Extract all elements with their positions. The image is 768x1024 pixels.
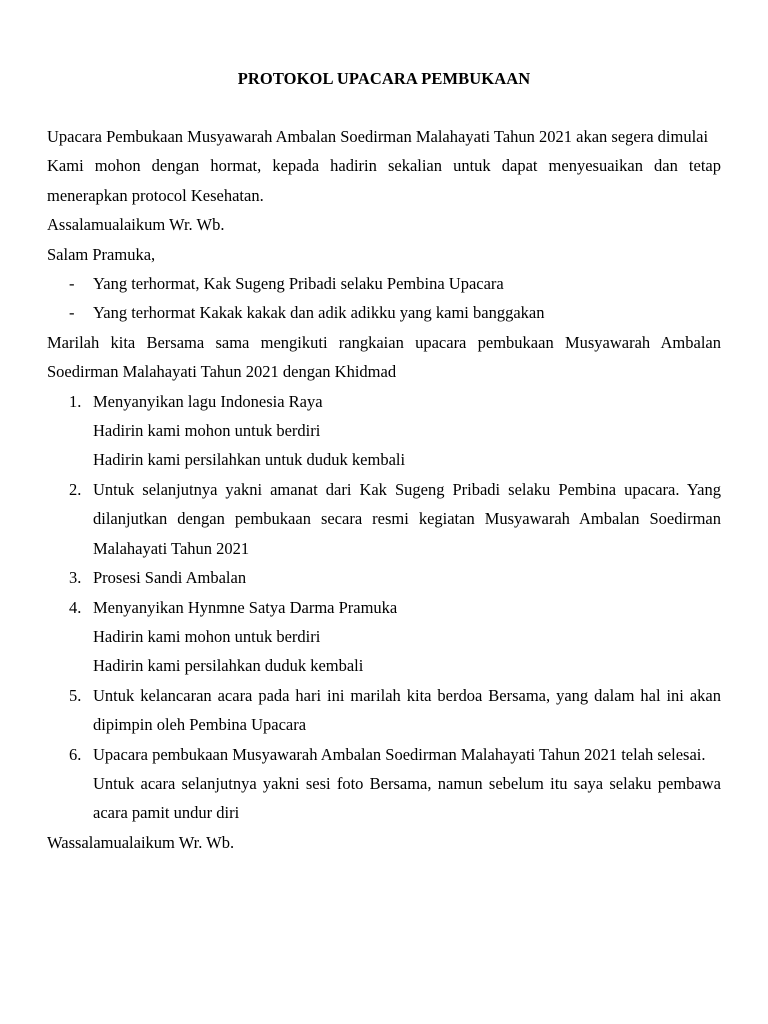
- intro-health-protocol: Kami mohon dengan hormat, kepada hadirin sekalian untuk dapat menyesuaikan dan tetap menerapkan protocol Kesehatan.: [47, 156, 721, 205]
- dash-marker: -: [69, 274, 75, 294]
- step-item-5: [47, 681, 721, 740]
- step-text: Untuk selanjutnya yakni amanat dari Kak Sugeng Pribadi selaku Pembina upacara. Yang dilanjutkan dengan pembukaan secara resmi kegiatan Musyawarah Ambalan Soedirman Malahayati Tahun 2021: [93, 479, 721, 558]
- intro-salam-pramuka: Salam Pramuka,: [47, 244, 156, 264]
- step-note: Untuk acara selanjutnya yakni sesi foto Bersama, namun sebelum itu saya selaku pembawa acara pamit undur diri: [93, 773, 721, 823]
- step-note: Hadirin kami mohon untuk berdiri: [93, 626, 321, 646]
- step-note: Hadirin kami persilahkan untuk duduk kembali: [93, 450, 406, 470]
- dash-marker: -: [69, 303, 75, 323]
- step-text: Upacara pembukaan Musyawarah Ambalan Soedirman Malahayati Tahun 2021 telah selesai.: [93, 744, 706, 764]
- greetings-list: [47, 269, 721, 328]
- step-note: Hadirin kami persilahkan duduk kembali: [93, 656, 364, 676]
- step-text: Menyanyikan Hynmne Satya Darma Pramuka: [93, 597, 398, 617]
- step-item-2: [47, 475, 721, 563]
- step-item-3: [47, 563, 721, 592]
- greeting-text: Yang terhormat, Kak Sugeng Pribadi selaku Pembina Upacara: [93, 274, 504, 294]
- greeting-text: Yang terhormat Kakak kakak dan adik adikku yang kami banggakan: [93, 303, 545, 323]
- step-text: Untuk kelancaran acara pada hari ini marilah kita berdoa Bersama, yang dalam hal ini akan dipimpin oleh Pembina Upacara: [93, 685, 721, 735]
- invitation-paragraph: Marilah kita Bersama sama mengikuti rangkaian upacara pembukaan Musyawarah Ambalan Soedirman Malahayati Tahun 2021 dengan Khidmad: [47, 332, 721, 382]
- step-number: 4.: [69, 597, 82, 617]
- closing-salam: Wassalamualaikum Wr. Wb.: [47, 832, 235, 852]
- greeting-item: [47, 298, 721, 327]
- intro-salam: Assalamualaikum Wr. Wb.: [47, 215, 225, 235]
- steps-list: [47, 387, 721, 828]
- step-item-4: [47, 593, 721, 622]
- step-number: 1.: [69, 391, 82, 411]
- document-title: PROTOKOL UPACARA PEMBUKAAN: [237, 69, 531, 88]
- step-text: Menyanyikan lagu Indonesia Raya: [93, 391, 323, 411]
- step-item-1: [47, 387, 721, 416]
- step-text: Prosesi Sandi Ambalan: [93, 568, 247, 588]
- greeting-item: [47, 269, 721, 298]
- document-body: [47, 122, 721, 857]
- step-number: 2.: [69, 479, 82, 499]
- intro-opening: Upacara Pembukaan Musyawarah Ambalan Soedirman Malahayati Tahun 2021 akan segera dimulai: [47, 127, 709, 146]
- step-number: 6.: [69, 744, 82, 764]
- step-number: 5.: [69, 685, 82, 705]
- step-number: 3.: [69, 568, 82, 588]
- step-item-6: [47, 740, 721, 769]
- step-note: Hadirin kami mohon untuk berdiri: [93, 421, 321, 441]
